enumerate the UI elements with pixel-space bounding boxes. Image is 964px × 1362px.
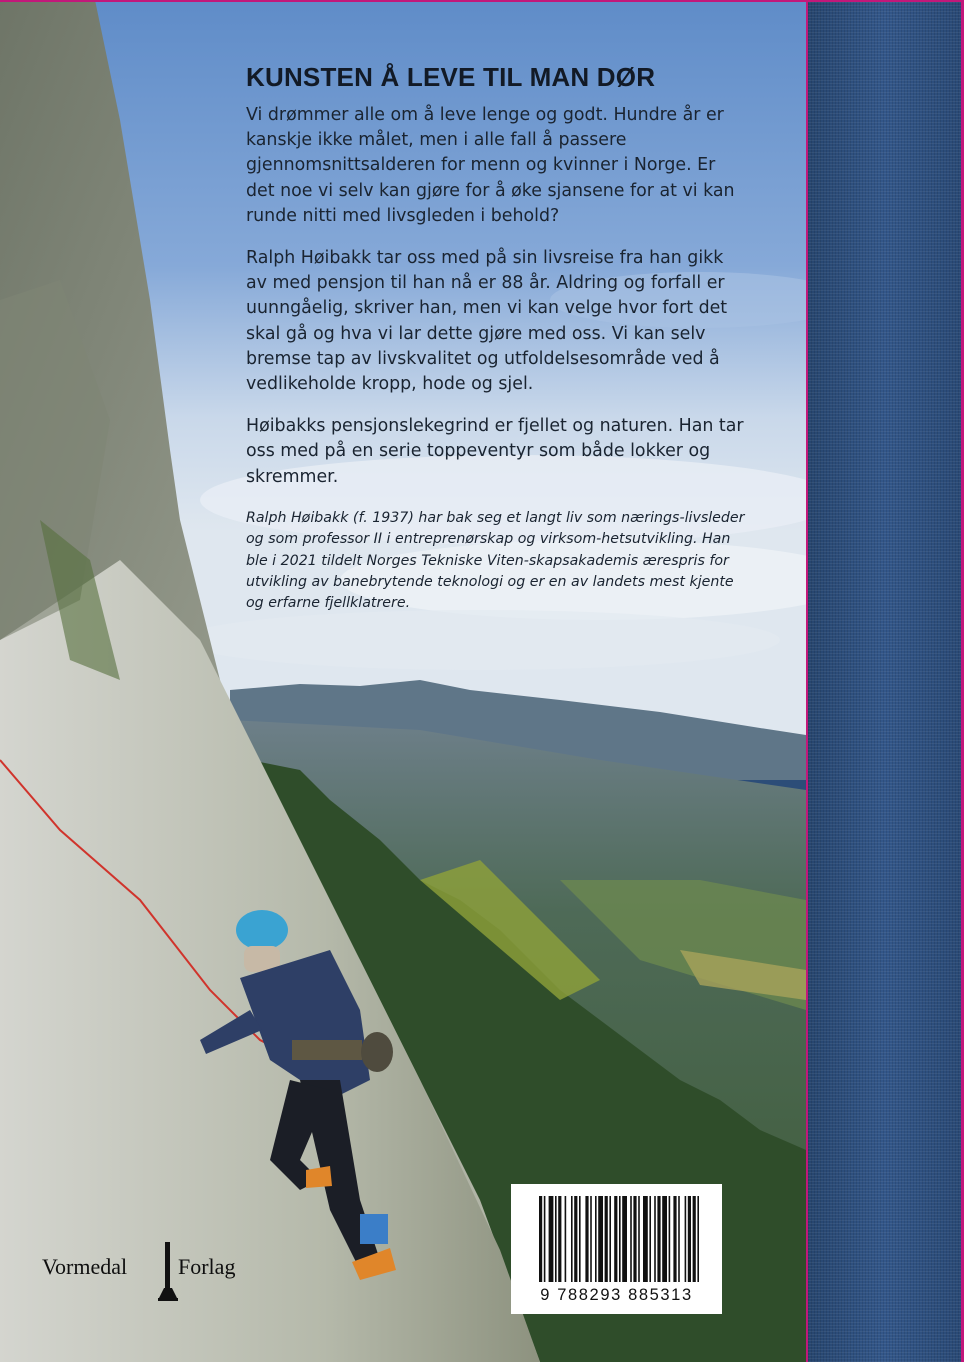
barcode-bar (585, 1196, 588, 1282)
trim-mark-spine (806, 0, 808, 1362)
barcode-bar (579, 1196, 581, 1282)
barcode-bar (633, 1196, 636, 1282)
publisher-name-left: Vormedal (42, 1254, 128, 1279)
barcode-bar (609, 1196, 611, 1282)
barcode-bar (598, 1196, 603, 1282)
barcode-bar (555, 1196, 557, 1282)
barcode-bar (558, 1196, 561, 1282)
barcode (511, 1184, 722, 1314)
blurb-paragraph: Ralph Høibakk tar oss med på sin livsreise fra han gikk av med pensjon til han nå er 88 år. Aldring og forfall er uunngåelig, skriver han, men vi kan velge hvor fort det skal gå og hva vi lar dette gjøre med oss. Vi kan selv bremse tap av livskvalitet og utfoldelsesområde ved å vedlikeholde kropp, hode og sjel. (246, 248, 728, 395)
barcode-bar (630, 1196, 632, 1282)
barcode-bar (565, 1196, 567, 1282)
book-title: KUNSTEN Å LEVE TIL MAN DØR (246, 62, 656, 92)
barcode-bars (511, 1184, 722, 1284)
barcode-bar (685, 1196, 687, 1282)
blurb (246, 62, 746, 507)
publisher-logo (42, 1242, 262, 1302)
barcode-bar (638, 1196, 640, 1282)
publisher-name-right: Forlag (178, 1254, 236, 1279)
barcode-bar (619, 1196, 621, 1282)
barcode-bar (654, 1196, 656, 1282)
barcode-bar (605, 1196, 608, 1282)
barcode-bar (662, 1196, 667, 1282)
barcode-bar (539, 1196, 542, 1282)
barcode-bar (595, 1196, 597, 1282)
cloth-spine (808, 2, 961, 1362)
barcode-bar (571, 1196, 573, 1282)
blurb-paragraph: Høibakks pensjonslekegrind er fjellet og naturen. Han tar oss med på en serie toppeventyr som både lokker og skremmer. (246, 416, 744, 487)
blurb-paragraph: Vi drømmer alle om å leve lenge og godt. Hundre år er kanskje ikke målet, men i alle fall å passere gjennomsnittsalderen for menn og kvinner i Norge. Er det noe vi selv kan gjøre for å øke sjansene for at vi kan runde nitti med livsgleden i behold? (246, 105, 735, 226)
barcode-bar (622, 1196, 627, 1282)
mountain-pillar-icon (158, 1242, 178, 1302)
barcode-bar (549, 1196, 554, 1282)
barcode-bar (697, 1196, 699, 1282)
trim-mark-top (0, 0, 964, 2)
barcode-bar (643, 1196, 648, 1282)
barcode-bar (657, 1196, 660, 1282)
barcode-bar (693, 1196, 696, 1282)
barcode-bar (678, 1196, 680, 1282)
barcode-bar (688, 1196, 691, 1282)
barcode-bar (544, 1196, 546, 1282)
author-bio: Ralph Høibakk (f. 1937) har bak seg et langt liv som nærings-livsleder og som professor II i entreprenørskap og virksom-hetsutvikling. Han ble i 2021 tildelt Norges Tekniske Viten-skapsakademis ærespris for utvikling av banebrytende teknologi og er en av landets mest kjente og erfarne fjellklatrere. (246, 510, 745, 612)
isbn-number: 9 788293 885313 (540, 1286, 693, 1304)
barcode-bar (574, 1196, 577, 1282)
barcode-bar (614, 1196, 617, 1282)
barcode-bar (649, 1196, 651, 1282)
barcode-bar (590, 1196, 592, 1282)
barcode-bar (673, 1196, 676, 1282)
barcode-bar (669, 1196, 671, 1282)
